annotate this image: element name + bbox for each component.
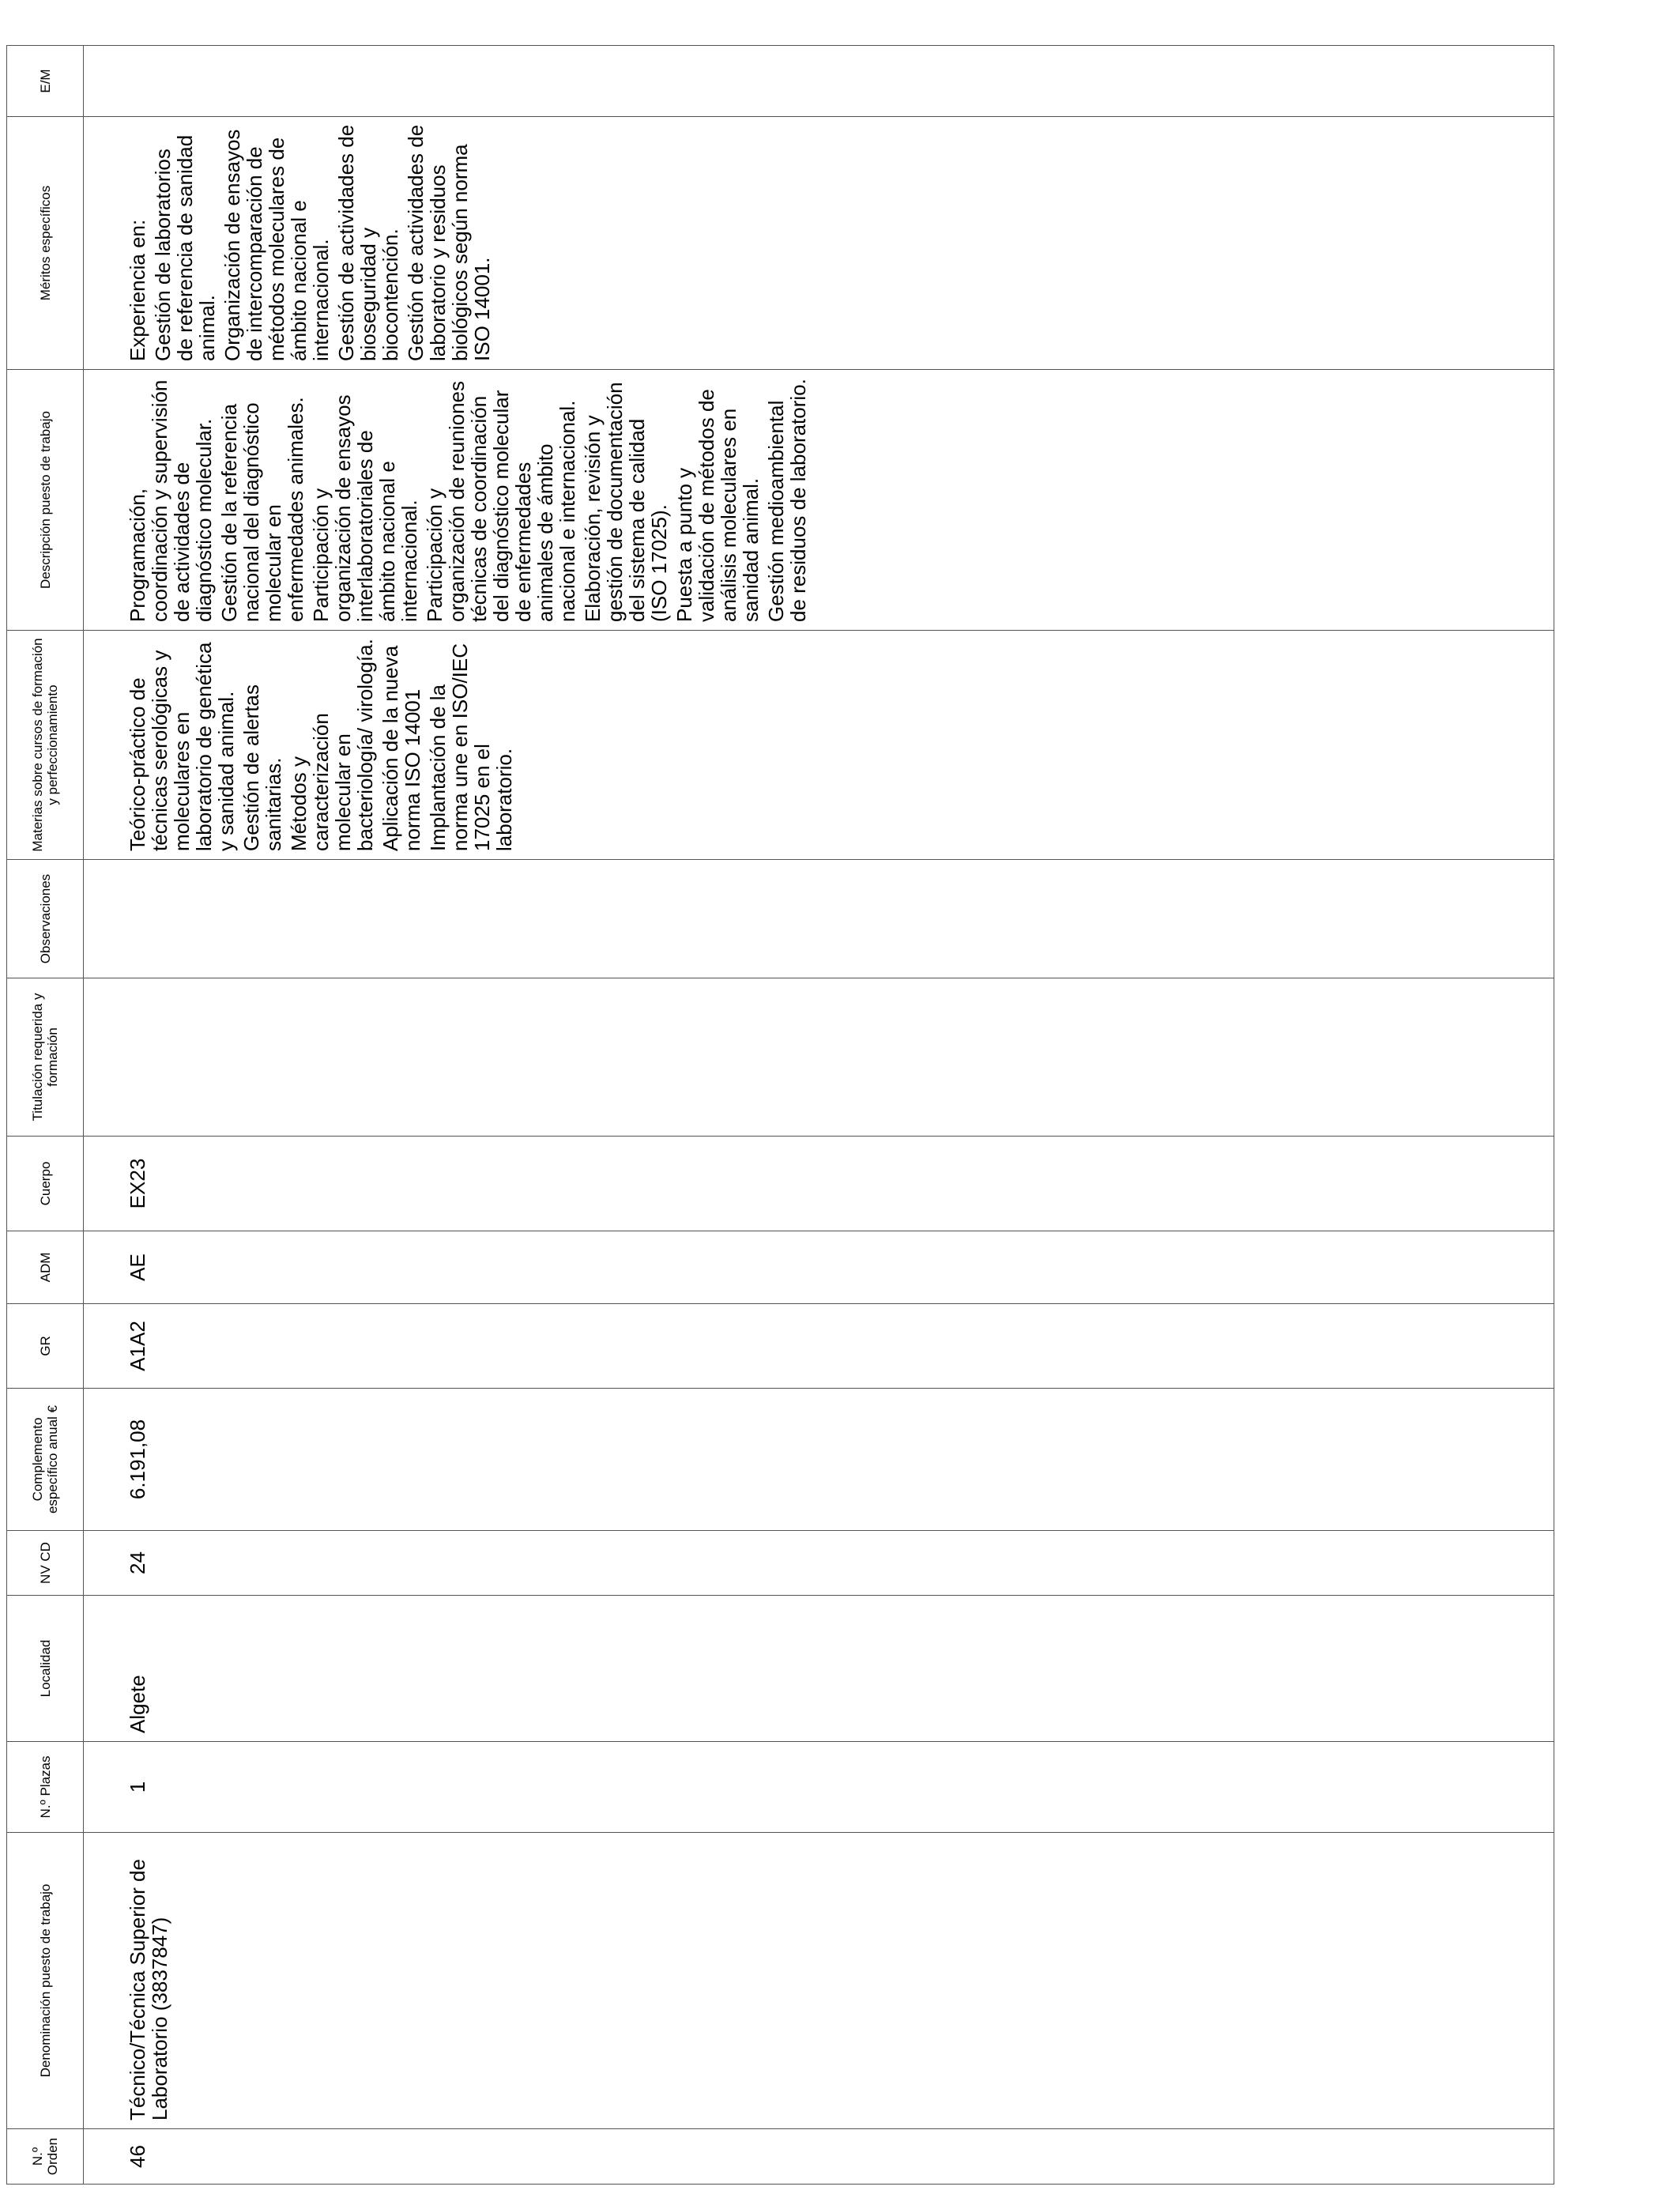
meritos-item: Gestión de actividades de bioseguridad y biocontención. bbox=[334, 124, 402, 361]
materias-item: Implantación de la norma une en ISO/IEC 17025 en el laboratorio. bbox=[426, 643, 516, 851]
header-complemento: Complemento específico anual € bbox=[7, 1389, 84, 1531]
header-plazas: N.º Plazas bbox=[7, 1742, 84, 1833]
meritos-item: Experiencia en: bbox=[126, 219, 149, 361]
materias-item: Gestión de alertas sanitarias. bbox=[239, 684, 285, 851]
header-row bbox=[7, 46, 84, 2185]
materias-item: Aplicación de la nueva norma ISO 14001 bbox=[379, 645, 424, 851]
cell-localidad: Algete bbox=[84, 1596, 1554, 1742]
cell-cuerpo: EX23 bbox=[84, 1137, 1554, 1231]
descripcion-item: Gestión medioambiental de residuos de laboratorio. bbox=[764, 379, 810, 622]
header-localidad: Localidad bbox=[7, 1596, 84, 1742]
header-titulacion: Titulación requerida y formación bbox=[7, 978, 84, 1137]
cell-plazas: 1 bbox=[84, 1742, 1554, 1833]
header-denominacion: Denominación puesto de trabajo bbox=[7, 1833, 84, 2129]
job-positions-table bbox=[6, 45, 1554, 2185]
cell-materias bbox=[84, 631, 1554, 860]
descripcion-item: Gestión de la referencia nacional del diagnóstico molecular en enfermedades animales. bbox=[217, 397, 307, 622]
header-cuerpo: Cuerpo bbox=[7, 1137, 84, 1231]
cell-nv-cd: 24 bbox=[84, 1531, 1554, 1596]
cell-descripcion bbox=[84, 370, 1554, 631]
materias-item: Teórico-práctico de técnicas serológicas y moleculares en laboratorio de genética y sanidad animal. bbox=[126, 642, 238, 851]
meritos-item: Gestión de laboratorios de referencia de sanidad animal. bbox=[151, 134, 219, 361]
descripcion-item: Participación y organización de ensayos interlaboratoriales de ámbito nacional e internacional. bbox=[309, 394, 421, 622]
cell-adm: AE bbox=[84, 1231, 1554, 1304]
header-orden: N.º Orden bbox=[7, 2129, 84, 2185]
descripcion-item: Elaboración, revisión y gestión de documentación del sistema de calidad (ISO 17025). bbox=[581, 382, 671, 622]
header-gr: GR bbox=[7, 1304, 84, 1389]
header-observaciones: Observaciones bbox=[7, 860, 84, 978]
cell-meritos bbox=[84, 117, 1554, 370]
cell-orden: 46 bbox=[84, 2129, 1554, 2185]
cell-observaciones bbox=[84, 860, 1554, 978]
header-descripcion: Descripción puesto de trabajo bbox=[7, 370, 84, 631]
descripcion-item: Puesta a punto y validación de métodos de análisis moleculares en sanidad animal. bbox=[672, 389, 763, 622]
cell-complemento: 6.191,08 bbox=[84, 1389, 1554, 1531]
header-adm: ADM bbox=[7, 1231, 84, 1304]
cell-gr: A1A2 bbox=[84, 1304, 1554, 1389]
header-materias: Materias sobre cursos de formación y perfeccionamiento bbox=[7, 631, 84, 860]
descripcion-item: Programación, coordinación y supervisión de actividades de diagnóstico molecular. bbox=[126, 379, 216, 622]
meritos-item: Organización de ensayos de intercomparación de métodos moleculares de ámbito nacional e internacional. bbox=[220, 129, 333, 361]
materias-item: Métodos y caracterización molecular en bacteriología/ virología. bbox=[287, 639, 377, 851]
header-nv-cd: NV CD bbox=[7, 1531, 84, 1596]
descripcion-item: Participación y organización de reuniones técnicas de coordinación del diagnóstico molecular de enfermedades animales de ámbito nacional e internacional. bbox=[423, 381, 579, 622]
header-meritos: Méritos específicos bbox=[7, 117, 84, 370]
header-em: E/M bbox=[7, 46, 84, 117]
cell-em bbox=[84, 46, 1554, 117]
cell-denominacion: Técnico/Técnica Superior de Laboratorio (3837847) bbox=[84, 1833, 1554, 2129]
table-row bbox=[84, 46, 1554, 2185]
cell-titulacion bbox=[84, 978, 1554, 1137]
meritos-item: Gestión de actividades de laboratorio y residuos biológicos según norma ISO 14001. bbox=[404, 124, 494, 361]
